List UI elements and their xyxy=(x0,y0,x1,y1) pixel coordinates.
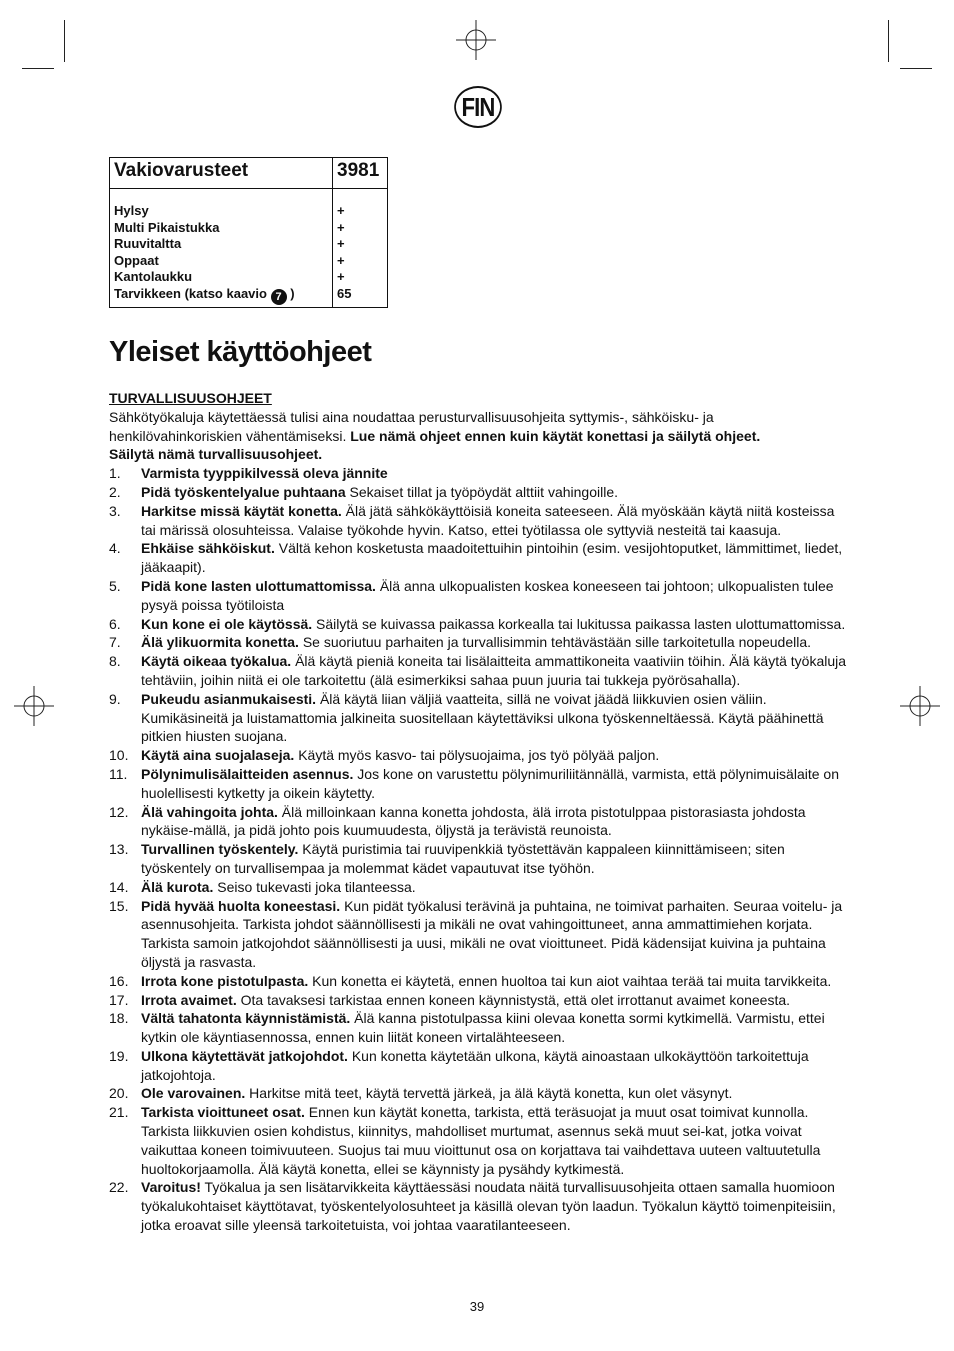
rule-title: Älä ylikuormita konetta. xyxy=(141,634,299,651)
rule-title: Pidä kone lasten ulottumattomissa. xyxy=(141,577,376,594)
equipment-value: + xyxy=(337,203,345,218)
rule-text: Säilytä se kuivassa paikassa korkealla tai lukitussa paikassa lasten ulottumattomissa. xyxy=(312,615,846,632)
rule-title: Ole varovainen. xyxy=(141,1085,246,1102)
rule-title: Tarkista vioittuneet osat. xyxy=(141,1104,305,1121)
rule-number: 7. xyxy=(109,634,121,651)
rule-title: Pidä työskentelyalue puhtaana xyxy=(141,483,346,500)
rule-text: Älä kanna pistotulpassa kiini olevaa konetta sormi kytkimellä. Varmistu, ettei kytkin ole käyntiasennossa, ennen kuin liität koneen virtalähteeseen. xyxy=(141,1010,825,1046)
safety-rule xyxy=(109,746,849,765)
rule-title: Kun kone ei ole käytössä. xyxy=(141,615,313,632)
rule-text: Se suoriutuu parhaiten ja turvallisimmin tehtävästään sille tarkoitetulla nopeudella. xyxy=(298,634,812,651)
equipment-item: Oppaat xyxy=(114,252,159,268)
equipment-item: Multi Pikaistukka xyxy=(114,219,220,235)
rule-text: Työkalua ja sen lisätarvikkeita käyttäessäsi noudata näitä turvallisuusohjeita ottaen samalla huomioon työkalukohtaiset käyttötavat, työskentelyolosuhteet ja käsillä olevan työn laadun. Työkalun käyttö toimenpiteisiin, jotka eroavat sille yleensä tarkoitetuista, voi johtaa vaaratilanteeseen. xyxy=(141,1179,836,1234)
rule-title: Älä kurota. xyxy=(141,878,214,895)
equipment-value: + xyxy=(337,219,345,235)
rule-title: Käytä aina suojalaseja. xyxy=(141,747,295,764)
page-number: 39 xyxy=(469,1299,485,1314)
rule-text: Kun konetta käytetään ulkona, käytä ainoastaan ulkokäyttöön tarkoitettuja jatkojohtoja. xyxy=(141,1047,809,1083)
rule-number: 16. xyxy=(109,972,129,989)
equipment-item: Ruuvitaltta xyxy=(114,236,182,252)
rule-text: Sekaiset tillat ja työpöydät alttiit vahingoille. xyxy=(345,483,618,500)
safety-rule xyxy=(109,765,849,803)
rule-number: 17. xyxy=(109,991,129,1008)
safety-rule xyxy=(109,1009,849,1047)
rule-text: Kun konetta ei käytetä, ennen huoltoa tai kun aiot vaihtaa terää tai muita tarvikkeita. xyxy=(308,972,832,989)
equipment-table-header xyxy=(110,158,388,189)
crop-mark xyxy=(22,68,54,69)
rule-title: Varmista tyyppikilvessä oleva jännite xyxy=(141,465,388,482)
safety-rule xyxy=(109,1084,849,1103)
rule-text: Älä käytä pieniä koneita tai lisälaitteita ammattikoneita vaativiin töihin. Älä käytä työkaluja tehtäviin, joihin niitä ei ole tarkoitettu (älä esimerkiksi sahaa puun juuria tai tukkeja pyörösahalla). xyxy=(141,653,847,688)
rule-number: 22. xyxy=(109,1179,129,1196)
rule-title: Pidä hyvää huolta koneestasi. xyxy=(141,897,341,914)
section-heading: TURVALLISUUSOHJEET xyxy=(109,390,272,406)
rule-number: 19. xyxy=(109,1047,129,1064)
equipment-item: Kantolaukku xyxy=(114,269,193,285)
rule-title: Pukeudu asianmukaisesti. xyxy=(141,690,317,707)
crop-mark xyxy=(64,20,65,62)
equipment-value: 65 xyxy=(337,285,352,301)
registration-mark-icon xyxy=(456,20,496,60)
safety-rule xyxy=(109,464,849,483)
intro-bold: Lue nämä ohjeet ennen kuin käytät konettasi ja säilytä ohjeet. xyxy=(350,427,761,444)
rule-title: Pölynimulisälaitteiden asennus. xyxy=(141,765,354,782)
rule-title: Irrota avaimet. xyxy=(141,991,237,1008)
keep-instructions: Säilytä nämä turvallisuusohjeet. xyxy=(109,446,323,463)
rule-text: Kun pidät työkalusi terävinä ja puhtaina, ne toimivat parhaiten. Seuraa voitelu- ja asennusohjeita. Tarkista johdot säännöllisesti ja mikäli ne ovat vahingoittuneet, anna ammattimiehen korjata. Tarkista samoin jatkojohdot säännöllisesti ja uusi, mikäli ne ovat vioittuneet. Pidä kädensijat kuivina ja puhtaina öljystä ja rasvasta. xyxy=(141,897,843,970)
registration-mark-icon xyxy=(14,686,54,726)
rule-text: Älä anna ulkopualisten koskea koneeseen tai johtoon; ulkopualisten tulee pysyä poissa työtiloista xyxy=(141,577,834,613)
equipment-item: Hylsy xyxy=(114,203,149,218)
rule-number: 3. xyxy=(109,502,121,519)
safety-rule xyxy=(109,539,849,577)
rule-number: 2. xyxy=(109,483,121,500)
safety-rule xyxy=(109,972,849,991)
equipment-header-label: Vakiovarusteet xyxy=(110,158,333,189)
rule-number: 18. xyxy=(109,1010,129,1027)
rule-text: Ota tavaksesi tarkistaa ennen koneen käynnistystä, että olet irrottanut avaimet koneesta. xyxy=(236,991,791,1008)
rule-title: Vältä tahatonta käynnistämistä. xyxy=(141,1010,351,1027)
safety-rule xyxy=(109,897,849,972)
equipment-value: + xyxy=(337,252,345,268)
rule-number: 6. xyxy=(109,615,121,632)
rule-title: Harkitse missä käytät konetta. xyxy=(141,502,342,519)
safety-rule xyxy=(109,615,849,634)
equipment-item-label: Tarvikkeen (katso kaavio xyxy=(114,285,267,301)
language-badge: FIN xyxy=(454,86,502,128)
rule-title: Ulkona käytettävät jatkojohdot. xyxy=(141,1047,348,1064)
safety-rule xyxy=(109,840,849,878)
equipment-item xyxy=(114,286,328,305)
safety-rule xyxy=(109,690,849,746)
rule-number: 8. xyxy=(109,653,121,670)
equipment-table xyxy=(109,157,388,308)
rule-number: 13. xyxy=(109,841,129,858)
rule-title: Käytä oikeaa työkalua. xyxy=(141,653,292,670)
rule-text: Seiso tukevasti joka tilanteessa. xyxy=(213,878,416,895)
intro-paragraph xyxy=(109,408,849,446)
rule-number: 10. xyxy=(109,747,129,764)
safety-rule xyxy=(109,878,849,897)
crop-mark xyxy=(900,68,932,69)
safety-rule xyxy=(109,1178,849,1234)
intro-text: Sähkötyökaluja käytettäessä tulisi aina noudattaa perusturvallisuusohjeita syttymis-, sähköisku- ja henkilövahinkoriskien vähentämiseksi. xyxy=(109,408,714,444)
safety-intro xyxy=(109,408,849,464)
equipment-value: + xyxy=(337,236,345,252)
safety-rule xyxy=(109,483,849,502)
equipment-values-column xyxy=(333,189,388,308)
diagram-ref-icon: 7 xyxy=(271,289,287,305)
rule-number: 5. xyxy=(109,577,121,594)
safety-rule xyxy=(109,633,849,652)
equipment-table-body xyxy=(110,189,388,308)
rule-title: Irrota kone pistotulpasta. xyxy=(141,972,309,989)
rule-title: Älä vahingoita johta. xyxy=(141,803,278,820)
rule-text: Harkitse mitä teet, käytä tervettä järkeä, ja älä käytä konetta, kun olet väsynyt. xyxy=(245,1085,733,1102)
safety-rules-list xyxy=(109,464,849,1235)
safety-rule xyxy=(109,1047,849,1085)
equipment-items-column xyxy=(110,189,333,308)
equipment-value: + xyxy=(337,269,345,285)
crop-mark xyxy=(888,20,889,62)
rule-number: 4. xyxy=(109,540,121,557)
safety-section xyxy=(109,389,849,1235)
safety-rule xyxy=(109,652,849,690)
rule-number: 21. xyxy=(109,1104,129,1121)
rule-number: 14. xyxy=(109,878,129,895)
equipment-item-close: ) xyxy=(290,285,295,301)
page-title: Yleiset käyttöohjeet xyxy=(109,336,372,368)
safety-rule xyxy=(109,577,849,615)
rule-text: Ennen kun käytät konetta, tarkista, että teräsuojat ja muut osat toimivat kunnolla. Tarkista liikkuvien osien kohdistus, kiinnitys, mahdolliset murtumat, asennus sekä muut sei-kat, jotka voivat vaikuttaa koneen toimivuuteen. Suojus tai muu vioittunut osa on korjattava tai vaihdettava uuteen valtuutetulla huoltokorjaamolla. Älä käytä konetta, ellei se käynnisty ja pysähdy kytkimestä. xyxy=(141,1104,821,1177)
safety-rule xyxy=(109,1103,849,1178)
safety-rule xyxy=(109,502,849,540)
safety-rule xyxy=(109,991,849,1010)
rule-text: Älä milloinkaan kanna konetta johdosta, älä irrota pistotulppaa pistorasiasta johdosta nykäise-mällä, ja pidä johto pois kuumuudesta, öljystä ja terävistä reunoista. xyxy=(141,803,806,839)
rule-text: Vältä kehon kosketusta maadoitettuihin pintoihin (esim. vesijohtoputket, lämmittimet, liedet, jääkaapit). xyxy=(141,540,843,576)
rule-number: 15. xyxy=(109,897,129,914)
rule-text: Älä jätä sähkökäyttöisiä koneita sateeseen. Älä myöskään käytä niitä kosteissa tai märissä olosuhteissa. Valaise työkohde hyvin. Katso, ettei työtilassa ole syttyviä nesteitä tai kaasuja. xyxy=(141,502,835,538)
rule-number: 1. xyxy=(109,465,121,482)
safety-rule xyxy=(109,803,849,841)
rule-number: 20. xyxy=(109,1085,129,1102)
rule-title: Varoitus! xyxy=(141,1179,201,1196)
rule-title: Turvallinen työskentely. xyxy=(141,841,299,858)
rule-title: Ehkäise sähköiskut. xyxy=(141,540,275,557)
registration-mark-icon xyxy=(900,686,940,726)
rule-number: 12. xyxy=(109,803,129,820)
rule-text: Käytä myös kasvo- tai pölysuojaima, jos työ pölyää paljon. xyxy=(294,747,660,764)
rule-number: 11. xyxy=(109,765,128,782)
rule-number: 9. xyxy=(109,690,121,707)
rule-text: Älä käytä liian väljiä vaatteita, sillä ne voivat jäädä liikkuvien osien väliin. Kumikäsineitä ja luistamattomia jalkineita suositellaan käytettäviksi ulkona työskenneltäessä. Käytä päähinettä pitkien hiusten suojana. xyxy=(141,690,824,745)
rule-text: Jos kone on varustettu pölynimuriliitännällä, varmista, että pölynimuisälaite on huolellisesti kytketty ja oikein käytetty. xyxy=(141,765,839,801)
equipment-header-model: 3981 xyxy=(333,158,388,189)
rule-text: Käytä puristimia tai ruuvipenkkiä työstettävän kappaleen kiinnittämiseen; siten työskentely on turvallisempaa ja molemmat kädet vapautuvat itse työhön. xyxy=(141,841,785,876)
